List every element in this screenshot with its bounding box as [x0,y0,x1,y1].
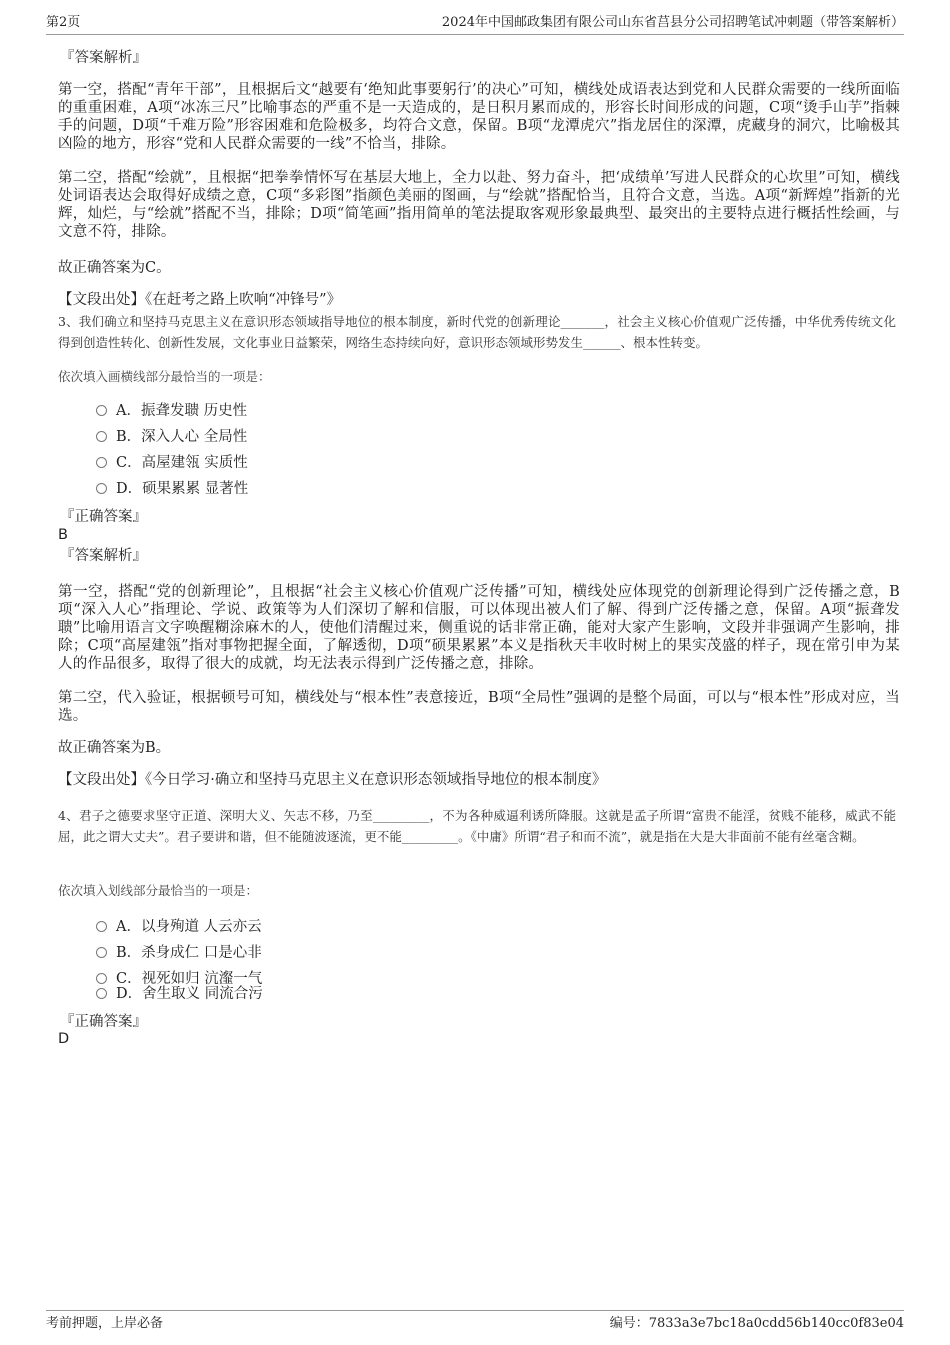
analysis-paragraph: 第一空，搭配“青年干部”，且根据后文“越要有‘绝知此事要躬行’的决心”可知，横线处成语表达到党和人民群众需要的一线所面临的重重困难，A项“冰冻三尺”比喻事态的严重不是一天造成的，是日积月累而成的，形容长时间形成的问题，C项“烫手山芋”指棘手的问题，D项“千难万险”形容困难和危险极多，均符合文意，保留。B项“龙潭虎穴”指龙居住的深潭，虎藏身的洞穴，比喻极其凶险的地方，形容“党和人民群众需要的一线”不恰当，排除。 [58,82,900,152]
analysis-paragraph: 第一空，搭配“党的创新理论”，且根据“社会主义核心价值观广泛传播”可知，横线处应体现党的创新理论得到广泛传播之意，B项“深入人心”指理论、学说、政策等为人们深切了解和信服，可以体现出被人们了解、得到广泛传播之意，保留。A项“振聋发聩”比喻用语言文字唤醒糊涂麻木的人，使他们清醒过来，侧重说的话非常正确，能对大家产生影响，文段并非强调产生影响，排除；C项“高屋建瓴”指对事物把握全面，了解透彻，D项“硕果累累”本义是指秋天丰收时树上的果实茂盛的样子，现在常引申为某人的作品很多，取得了很大的成就，均无法表示得到广泛传播之意，排除。 [58,584,900,672]
radio-button[interactable] [96,431,107,442]
correct-answer: B [58,527,68,543]
radio-button[interactable] [96,988,107,999]
page-header [46,14,904,35]
answer-analysis-label: 『答案解析』 [60,50,147,66]
option-label: A．以身殉道 人云亦云 [116,919,262,935]
document-title: 2024年中国邮政集团有限公司山东省莒县分公司招聘笔试冲刺题（带答案解析） [441,15,904,30]
option-label: C．高屋建瓴 实质性 [116,455,248,471]
correct-answer-label: 『正确答案』 [60,1014,147,1030]
footer-slogan: 考前押题，上岸必备 [46,1316,164,1331]
option-a[interactable] [96,402,247,420]
option-label: C．视死如归 沆瀣一气 [116,971,263,987]
radio-button[interactable] [96,405,107,416]
option-d[interactable] [96,985,263,1003]
question-stem: 3、我们确立和坚持马克思主义在意识形态领域指导地位的根本制度，新时代党的创新理论_______，社会主义核心价值观广泛传播，中华优秀传统文化得到创造性转化、创新性发展，文化事业日益繁荣，网络生态持续向好，意识形态领域形势发生______、根本性转变。 [58,314,896,350]
option-c[interactable] [96,454,248,472]
radio-button[interactable] [96,973,107,984]
radio-button[interactable] [96,483,107,494]
option-d[interactable] [96,480,248,498]
source-citation: 【文段出处】《在赶考之路上吹响“冲锋号”》 [58,292,342,308]
analysis-paragraph: 第二空，搭配“绘就”，且根据“把拳拳情怀写在基层大地上，全力以赴、努力奋斗，把‘成绩单’写进人民群众的心坎里”可知，横线处词语表达会取得好成绩之意，C项“多彩图”指颜色美丽的图画，与“绘就”搭配恰当，且符合文意，当选。A项“新辉煌”指新的光辉，灿烂，与“绘就”搭配不当，排除；D项“简笔画”指用简单的笔法提取客观形象最典型、最突出的主要特点进行概括性绘画，与文意不符，排除。 [58,170,900,240]
question-instruction: 依次填入划线部分最恰当的一项是： [58,883,259,898]
source-citation: 【文段出处】《今日学习·确立和坚持马克思主义在意识形态领域指导地位的根本制度》 [58,772,607,788]
page-number: 第2页 [46,15,81,30]
question-stem: 4、君子之德要求坚守正道、深明大义、矢志不移，乃至_________，不为各种威逼利诱所降服。这就是孟子所谓“富贵不能淫，贫贱不能移，威武不能屈，此之谓大丈夫”。君子要讲和谐，但不能随波逐流，更不能_________。《中庸》所谓“君子和而不流”，就是指在大是大非面前不能有丝毫含糊。 [58,808,896,844]
answer-conclusion: 故正确答案为B。 [58,740,171,756]
question-instruction: 依次填入画横线部分最恰当的一项是： [58,369,271,384]
option-label: B．深入人心 全局性 [116,429,248,445]
correct-answer: D [58,1031,70,1047]
option-a[interactable] [96,918,262,936]
option-label: D．硕果累累 显著性 [116,481,249,497]
page-footer [46,1310,904,1333]
radio-button[interactable] [96,921,107,932]
radio-button[interactable] [96,457,107,468]
radio-button[interactable] [96,947,107,958]
option-label: A．振聋发聩 历史性 [116,403,248,419]
option-label: D．舍生取义 同流合污 [116,986,263,1002]
answer-conclusion: 故正确答案为C。 [58,260,171,276]
correct-answer-label: 『正确答案』 [60,509,147,525]
document-serial: 编号：7833a3e7bc18a0cdd56b140cc0f83e04 [609,1316,904,1331]
analysis-paragraph: 第二空，代入验证，根据顿号可知，横线处与“根本性”表意接近，B项“全局性”强调的是整个局面，可以与“根本性”形成对应，当选。 [58,690,900,724]
answer-analysis-label: 『答案解析』 [60,548,147,564]
option-label: B．杀身成仁 口是心非 [116,945,262,961]
option-b[interactable] [96,428,247,446]
option-b[interactable] [96,944,262,962]
